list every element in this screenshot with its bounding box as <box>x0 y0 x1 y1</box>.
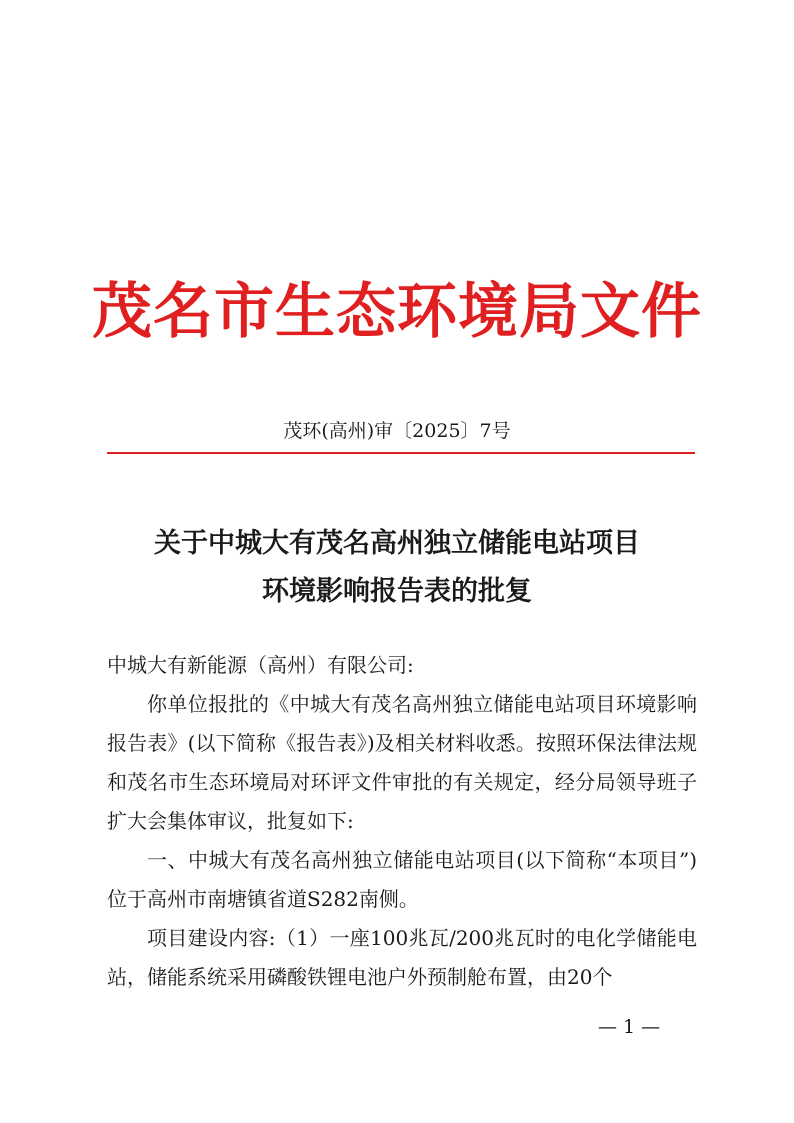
title-line-2: 环境影响报告表的批复 <box>262 576 532 607</box>
document-title <box>0 520 794 616</box>
red-divider-line <box>107 452 695 454</box>
paragraph-1: 你单位报批的《中城大有茂名高州独立储能电站项目环境影响报告表》(以下简称《报告表》)及相关材料收悉。按照环保法律法规和茂名市生态环境局对环评文件审批的有关规定，经分局领导班子扩大会集体审议，批复如下: <box>107 692 697 833</box>
body-text <box>107 646 697 997</box>
title-line-1: 关于中城大有茂名高州独立储能电站项目 <box>154 528 640 559</box>
page-number: — 1 — <box>598 1016 661 1038</box>
masthead: 茂名市生态环境局文件 <box>92 277 702 347</box>
document-number: 茂环(高州)审〔2025〕7号 <box>283 420 511 442</box>
paragraph-3: 项目建设内容:（1）一座100兆瓦/200兆瓦时的电化学储能电站，储能系统采用磷酸铁锂电池户外预制舱布置，由20个 <box>107 926 697 989</box>
addressee: 中城大有新能源（高州）有限公司: <box>107 653 414 677</box>
paragraph-2: 一、中城大有茂名高州独立储能电站项目(以下简称“本项目”)位于高州市南塘镇省道S282南侧。 <box>107 848 697 911</box>
